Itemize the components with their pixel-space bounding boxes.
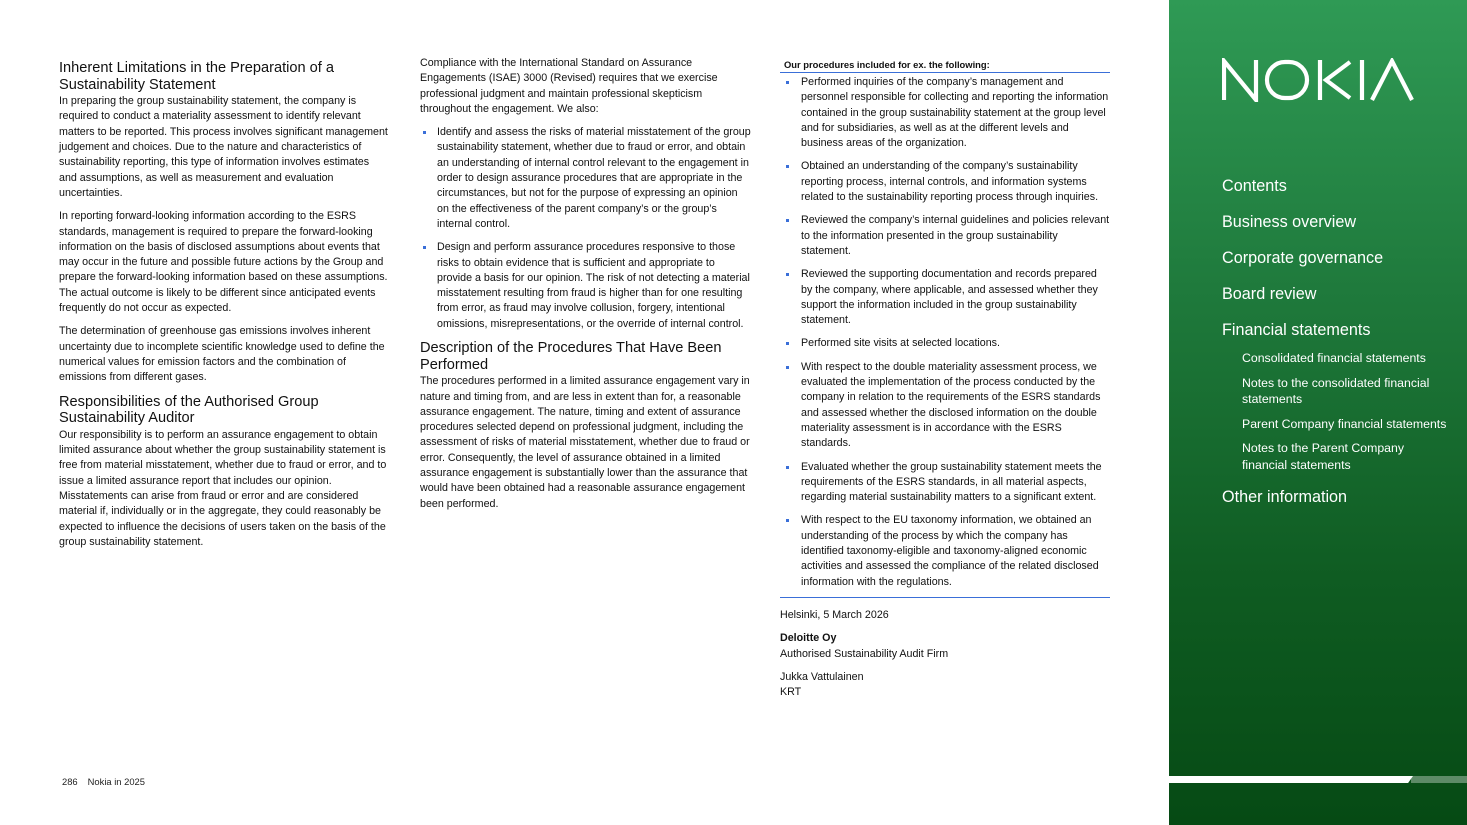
section-heading-inherent-limitations: Inherent Limitations in the Preparation of a Sustainability Statement [59,60,335,93]
nav-item-business-overview[interactable]: Business overview [1222,213,1357,231]
list-item: Evaluated whether the group sustainability statement meets the requirements of the ESRS standards, in all material aspects, regarding material sustainability matters to a significant extent. [780,460,1110,506]
page-number: 286 [62,776,78,787]
list-item: Performed site visits at selected locations. [780,336,1110,351]
firm-block [780,631,1110,662]
progress-bar-track [1411,776,1467,783]
nav-subitem-notes-parent-company[interactable]: Notes to the Parent Company financial statements [1242,441,1404,472]
nokia-logo-svg [1222,58,1414,102]
list-item: Performed inquiries of the company’s management and personnel responsible for collecting and reporting the information contained in the group sustainability statement at the group level and for subsidiaries, as well as at the different levels and business areas of the organization. [780,75,1110,151]
signer-title: KRT [780,686,802,699]
nav-item-other-information[interactable]: Other information [1222,488,1348,506]
column-left [59,56,389,558]
nav-item-board-review[interactable]: Board review [1222,285,1317,303]
nav-item-financial-statements[interactable]: Financial statements [1222,321,1371,339]
nav-subitems [1222,350,1452,473]
publication-name: Nokia in 2025 [87,776,145,787]
list-item: Design and perform assurance procedures responsive to those risks to obtain evidence that is sufficient and appropriate to provide a basis for our opinion. The risk of not detecting a material misstatement resulting from fraud is higher than for one resulting from error, as fraud may involve collusion, forgery, intentional omissions, misrepresentations, or the override of internal control. [420,240,752,332]
bullet-list [420,125,752,332]
nav-item-corporate-governance[interactable]: Corporate governance [1222,249,1384,267]
column-middle [420,56,752,520]
nav-item-contents[interactable]: Contents [1222,177,1287,195]
progress-bar-decoration [1169,776,1413,783]
signer-block [780,670,1110,701]
list-item: With respect to the double materiality assessment process, we evaluated the implementation of the process conducted by the company in relation to the requirements of the ESRS standards and assessed whether the disclosed information on the double materiality assessment is in accordance with the ESRS standards. [780,360,1110,452]
firm-name: Deloitte Oy [780,632,837,645]
nav-subitem-consolidated-financial-statements[interactable]: Consolidated financial statements [1242,351,1426,365]
signer-name: Jukka Vattulainen [780,670,864,683]
page-footer [62,776,155,787]
paragraph: The procedures performed in a limited assurance engagement vary in nature and timing from, and are less in extent than for, a reasonable assurance engagement. The nature, timing and extent of assurance procedures selected depend on professional judgment, including the assessment of risks of material misstatement, whether due to fraud or error. Consequently, the level of assurance obtained in a limited assurance engagement is substantially lower than the assurance that would have been obtained had a reasonable assurance engagement been performed. [420,375,750,510]
procedures-box-title: Our procedures included for ex. the following: [780,59,1110,73]
paragraph: Compliance with the International Standard on Assurance Engagements (ISAE) 3000 (Revised) requires that we exercise professional judgment and maintain professional skepticism throughout the engagement. We also: [420,57,718,115]
firm-description: Authorised Sustainability Audit Firm [780,647,949,660]
nav-subitem-notes-consolidated[interactable]: Notes to the consolidated financial statements [1242,375,1430,406]
paragraph: Our responsibility is to perform an assurance engagement to obtain limited assurance about whether the group sustainability statement is free from material misstatement, whether due to fraud or error, and to issue a limited assurance report that includes our opinion. Misstatements can arise from fraud or error and are considered material if, individually or in the aggregate, they could reasonably be expected to influence the decisions of users taken on the basis of the group sustainability statement. [59,428,387,548]
signature-block [780,608,1110,700]
bullet-list [780,75,1110,590]
place-date: Helsinki, 5 March 2026 [780,608,889,621]
sidebar-nav [1222,176,1452,523]
list-item: Reviewed the company’s internal guidelines and policies relevant to the information presented in the group sustainability statement. [780,213,1110,259]
list-item: Obtained an understanding of the company’s sustainability reporting process, internal controls, and information systems related to the sustainability reporting process through inquiries. [780,159,1110,205]
paragraph: In reporting forward-looking information according to the ESRS standards, management is required to prepare the forward-looking information on the basis of disclosed assumptions about events that may occur in the future and possible future actions by the Group and prepare the forward-looking information based on these assumptions. The actual outcome is likely to be different since anticipated events frequently do not occur as expected. [59,210,388,315]
list-item: Identify and assess the risks of material misstatement of the group sustainability statement, whether due to fraud or error, and obtain an understanding of internal control relevant to the engagement in order to design assurance procedures that are appropriate in the circumstances, but not for the purpose of expressing an opinion on the effectiveness of the parent company’s or the group’s internal control. [420,125,752,232]
nokia-logo-icon[interactable] [1222,58,1414,102]
paragraph: In preparing the group sustainability statement, the company is required to conduct a materiality assessment to identify relevant matters to be reported. This process involves significant management judgement and choices. Due to the nature and characteristics of sustainability reporting, this type of information involves estimates and assumptions, as well as measurement and evaluation uncertainties. [59,95,388,199]
procedures-box [780,73,1110,598]
list-item: Reviewed the supporting documentation and records prepared by the company, where applicable, and assessed whether they support the information included in the group sustainability statement. [780,267,1110,328]
column-right [780,56,1110,708]
paragraph: The determination of greenhouse gas emissions involves inherent uncertainty due to incomplete scientific knowledge used to define the numerical values for emission factors and the combination of emissions from different gases. [59,325,385,384]
sidebar [1169,0,1467,825]
list-item: With respect to the EU taxonomy information, we obtained an understanding of the process by which the company has identified taxonomy-eligible and taxonomy-aligned economic activities and assessed the compliance of the related disclosed information with the regulations. [780,513,1110,589]
section-heading-procedures: Description of the Procedures That Have Been Performed [420,340,722,373]
nav-subitem-parent-company-financial-statements[interactable]: Parent Company financial statements [1242,416,1447,431]
section-heading-responsibilities: Responsibilities of the Authorised Group Sustainability Auditor [59,393,319,427]
